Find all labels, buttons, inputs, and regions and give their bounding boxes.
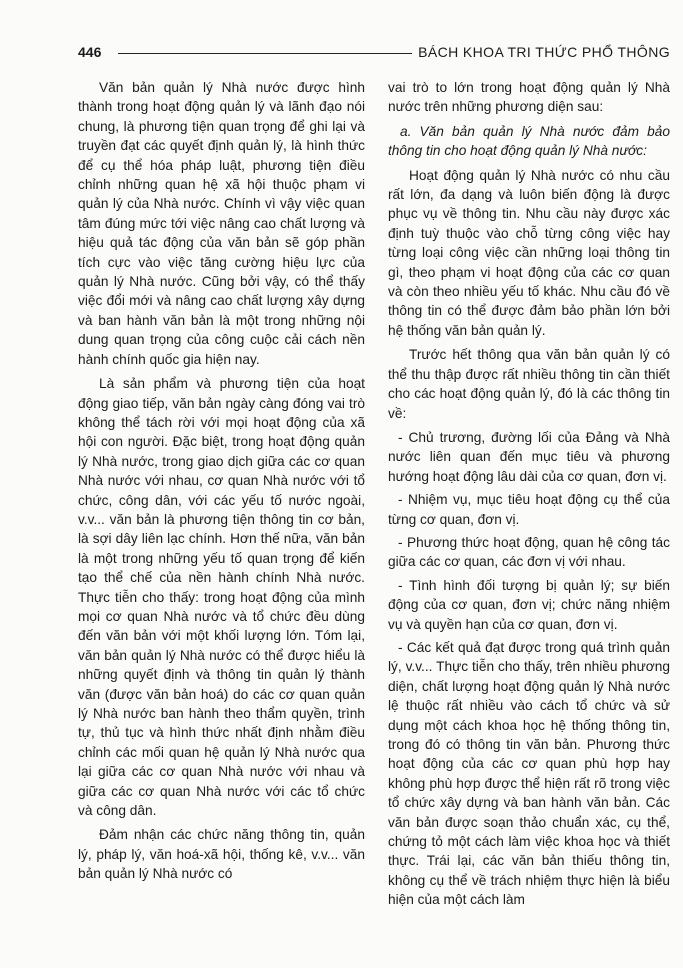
paragraph: Đảm nhận các chức năng thông tin, quản lý, pháp lý, văn hoá-xã hội, thống kê, v.v... văn bản quản lý Nhà nước có (78, 827, 365, 882)
paragraph: Là sản phẩm và phương tiện của hoạt động giao tiếp, văn bản ngày càng đóng vai trò không thể tách rời với mọi hoạt động của xã hội con người. Đặc biệt, trong hoạt động quản lý Nhà nước, trong giao dịch giữa các cơ quan Nhà nước với nhau, cơ quan Nhà nước với tổ chức, công dân, với các yếu tố nước ngoài, v.v... văn bản là phương tiện thông tin cơ bản, là sợi dây liên lạc chính. Hơn thế nữa, văn bản là một trong những yếu tố quan trọng để kiến tạo thể chế của nền hành chính Nhà nước. Thực tiễn cho thấy: trong hoạt động của mình mọi cơ quan Nhà nước và tổ chức đều dùng đến văn bản với một khối lượng lớn. Tóm lại, văn bản quản lý Nhà nước có thể được hiểu là những quyết định và thông tin quản lý thành văn (được văn bản hoá) do các cơ quan quản lý Nhà nước ban hành theo thẩm quyền, trình tự, thủ tục và hình thức nhất định nhằm điều chỉnh các mối quan hệ quản lý Nhà nước qua lại giữa các cơ quan Nhà nước với nhau và giữa các cơ quan Nhà nước với các tổ chức và công dân. (78, 376, 365, 819)
page-number: 446 (78, 44, 102, 60)
paragraph: Hoạt động quản lý Nhà nước có nhu cầu rất lớn, đa dạng và luôn biến động là được phục vụ về thông tin. Nhu cầu này được xác định tuỳ thuộc vào chỗ từng công việc hay từng loại công việc cần những loại thông tin gì, theo phạm vi hoạt động của các cơ quan và còn theo nhiều yếu tố khác. Nhu cầu đó về thông tin có thể được đảm bảo phần lớn bởi hệ thống văn bản quản lý. (388, 167, 670, 338)
header-rule (118, 53, 412, 54)
paragraph: Văn bản quản lý Nhà nước được hình thành trong hoạt động quản lý và lãnh đạo nói chung, là phương tiện quan trọng để ghi lại và truyền đạt các quyết định quản lý, là hình thức để cụ thể hóa pháp luật, phương tiện điều chỉnh những quan hệ xã hội thuộc phạm vi quản lý của Nhà nước. Chính vì vậy việc quan tâm đúng mức tới việc nâng cao chất lượng và hiệu quả tác động của văn bản sẽ góp phần tích cực vào việc tăng cường hiệu lực của quản lý Nhà nước. Cũng bởi vậy, có thể thấy việc đổi mới và nâng cao chất lượng xây dựng và ban hành văn bản là một trong những nội dung quan trọng của công cuộc cải cách nền hành chính quốc gia hiện nay. (78, 80, 365, 367)
left-column (78, 78, 365, 889)
list-item: - Chủ trương, đường lối của Đảng và Nhà nước liên quan đến mục tiêu và phương hướng hoạt động lâu dài của cơ quan, đơn vị. (388, 429, 670, 484)
list-item: - Nhiệm vụ, mục tiêu hoạt động cụ thể của từng cơ quan, đơn vị. (388, 492, 670, 527)
list-item: - Phương thức hoạt động, quan hệ công tác giữa các cơ quan, các đơn vị với nhau. (388, 534, 670, 570)
running-title: BÁCH KHOA TRI THỨC PHỔ THÔNG (418, 44, 670, 60)
paragraph: Trước hết thông qua văn bản quản lý có thể thu thập được rất nhiều thông tin cần thiết cho các hoạt động quản lý, đó là các thông tin về: (388, 347, 670, 421)
right-column (388, 78, 670, 914)
continued-paragraph: vai trò to lớn trong hoạt động quản lý Nhà nước trên những phương diện sau: (388, 80, 670, 115)
list-item: - Tình hình đối tượng bị quản lý; sự biến động của cơ quan, đơn vị; chức năng nhiệm vụ và quyền hạn của cơ quan, đơn vị. (388, 577, 670, 632)
list-item: - Các kết quả đạt được trong quá trình quản lý, v.v... Thực tiễn cho thấy, trên nhiều phương diện, chất lượng hoạt động quản lý Nhà nước lệ thuộc rất nhiều vào cách tổ chức và sử dụng một cách khoa học hệ thống thông tin, trong đó có thông tin văn bản. Phương thức hoạt động của các cơ quan phù hợp hay không phù hợp được thể hiện rất rõ trong việc tổ chức xây dựng và ban hành văn bản. Các văn bản được soạn thảo chuẩn xác, cụ thể, chứng tỏ một cách làm việc khoa học và thiết thực. Trái lại, các văn bản thiếu thông tin, không cụ thể về trách nhiệm thực hiện là biểu hiện của một cách làm (388, 639, 670, 908)
page-header (78, 44, 670, 66)
section-subheading: a. Văn bản quản lý Nhà nước đảm bảo thông tin cho hoạt động quản lý Nhà nước: (388, 123, 670, 159)
